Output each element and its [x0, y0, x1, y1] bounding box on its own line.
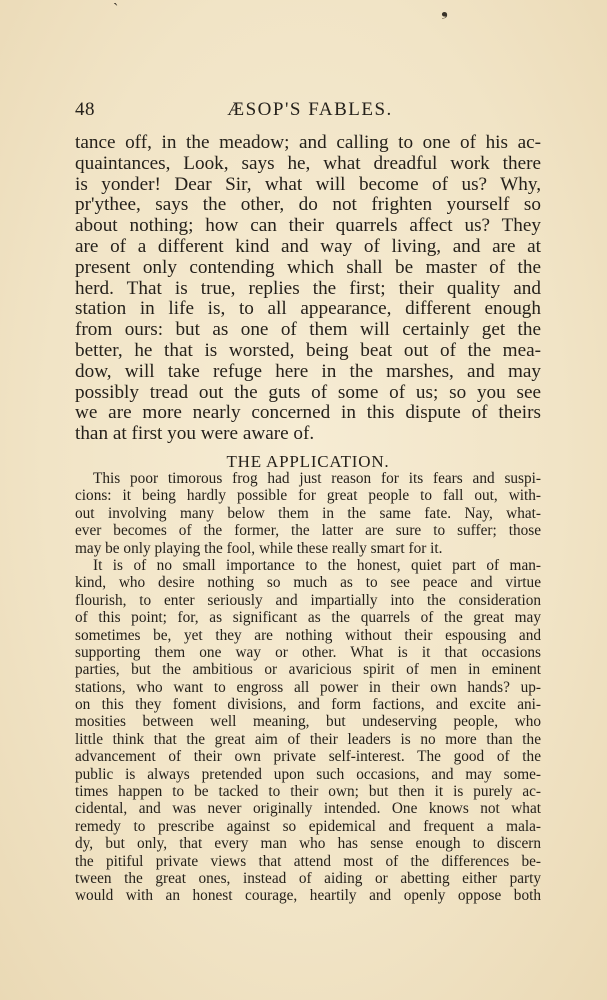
- text-line: about nothing; how can their quarrels affect us? They: [75, 215, 541, 237]
- text-line: is yonder! Dear Sir, what will become of us? Why,: [75, 173, 541, 195]
- moral-line: stations, who want to engross all power in their own hands? up-: [75, 678, 541, 696]
- text-line: than at first you were aware of.: [75, 423, 315, 445]
- moral-line: public is always pretended upon such occasions, and may some-: [75, 765, 541, 783]
- moral-line: kind, who desire nothing so much as to see peace and virtue: [75, 574, 541, 592]
- moral-line: parties, but the ambitious or avaricious spirit of men in eminent: [75, 661, 541, 679]
- moral-line: tween the great ones, instead of aiding or abetting either party: [75, 869, 541, 887]
- text-line: pr'ythee, says the other, do not frighten yourself so: [75, 194, 541, 216]
- moral-line: flourish, to enter seriously and impartially into the consideration: [75, 591, 541, 609]
- text-line: herd. That is true, replies the first; their quality and: [75, 277, 541, 299]
- page-number: 48: [75, 99, 95, 120]
- moral-line: would with an honest courage, heartily and openly oppose both: [75, 887, 541, 905]
- text-line: from ours: but as one of them will certainly get the: [75, 319, 541, 341]
- moral-line: of this point; for, as significant as the quarrels of the great may: [75, 609, 541, 627]
- moral-line: out involving many below them in the same fate. Nay, what-: [75, 504, 541, 522]
- text-line: tance off, in the meadow; and calling to one of his ac-: [75, 132, 541, 153]
- ink-speck: ˋ: [113, 1, 119, 18]
- moral-line: on this they foment divisions, and form factions, and excite ani-: [75, 696, 541, 714]
- moral-line: dy, but only, that every man who has sense enough to discern: [75, 835, 541, 853]
- moral-line: cions: it being hardly possible for great people to fall out, with-: [75, 487, 541, 505]
- moral-line: advancement of their own private self-interest. The good of the: [75, 748, 541, 766]
- text-line: are of a different kind and way of living, and are at: [75, 235, 541, 257]
- application-heading: THE APPLICATION.: [226, 452, 390, 471]
- moral-line: the pitiful private views that attend most of the differences be-: [75, 852, 541, 870]
- moral-line: times happen to be tacked to their own; but then it is purely ac-: [75, 783, 541, 801]
- moral-line: little think that the great aim of their leaders is no more than the: [75, 730, 541, 748]
- moral-line: mosities between well meaning, but undeserving people, who: [75, 713, 541, 731]
- moral-line: may be only playing the fool, while these really smart for it.: [75, 539, 443, 557]
- moral-line: This poor timorous frog had just reason for its fears and suspi-: [93, 470, 541, 487]
- text-line: we are more nearly concerned in this dispute of theirs: [75, 402, 541, 424]
- fable-text: [75, 133, 541, 445]
- text-line: possibly tread out the guts of some of us; so you see: [75, 381, 541, 403]
- text-line: better, he that is worsted, being beat out of the mea-: [75, 339, 541, 361]
- moral-text: [75, 470, 541, 905]
- text-line: present only contending which shall be master of the: [75, 256, 541, 278]
- ink-speck: ❟: [441, 0, 449, 19]
- moral-line: remedy to prescribe against so epidemical and frequent a mala-: [75, 817, 541, 835]
- moral-line: sometimes be, yet they are nothing without their espousing and: [75, 626, 541, 644]
- moral-line: It is of no small importance to the honest, quiet part of man-: [93, 556, 541, 574]
- moral-line: supporting them one way or other. What is it that occasions: [75, 643, 541, 661]
- moral-line: ever becomes of the former, the latter are sure to suffer; those: [75, 522, 541, 540]
- text-line: station in life is, to all appearance, different enough: [75, 298, 541, 320]
- running-head: [75, 99, 545, 123]
- text-line: quaintances, Look, says he, what dreadful work there: [75, 152, 541, 174]
- header-title: ÆSOP'S FABLES.: [227, 99, 393, 120]
- text-line: dow, will take refuge here in the marshes, and may: [75, 360, 541, 382]
- moral-line: cidental, and was never originally intended. One knows not what: [75, 800, 541, 818]
